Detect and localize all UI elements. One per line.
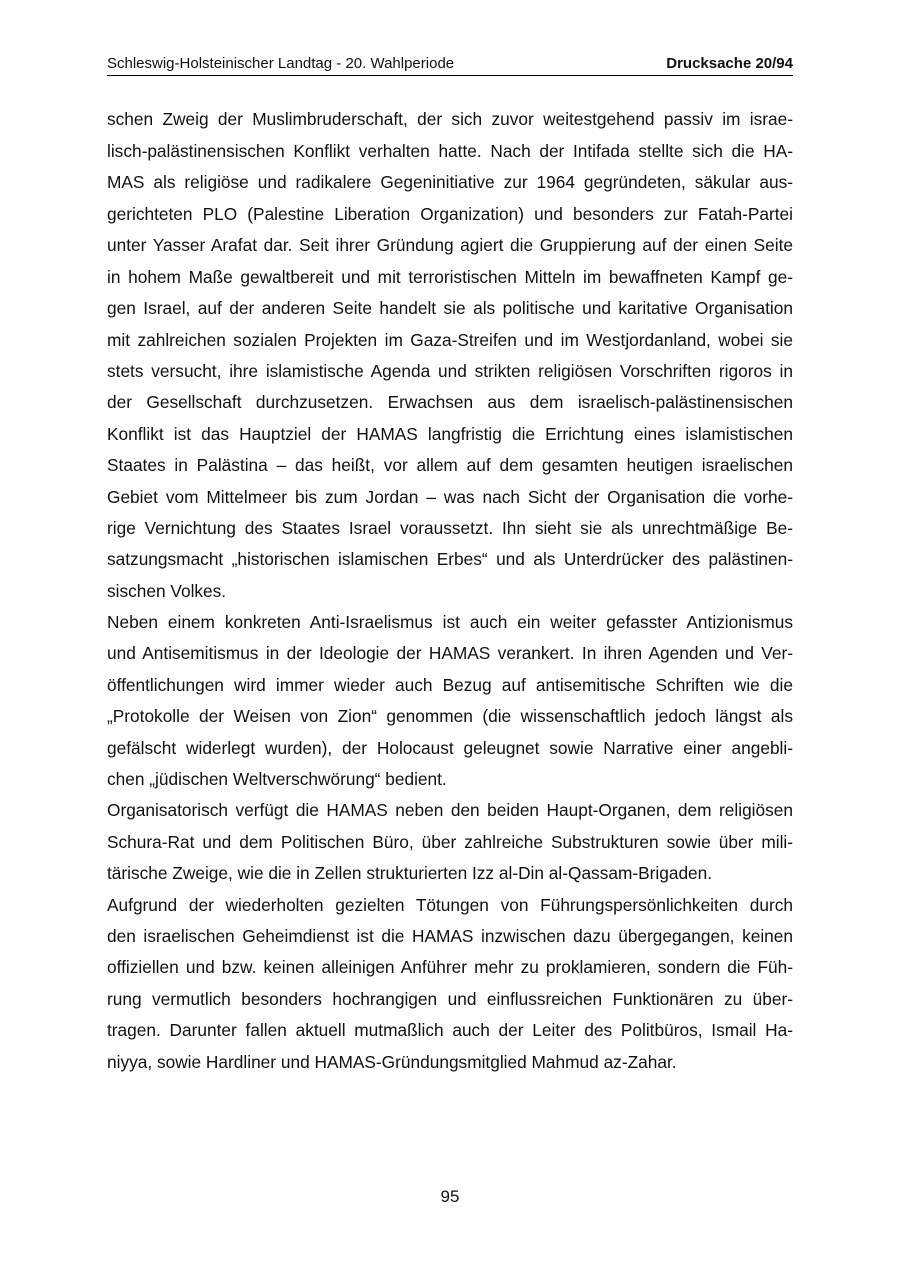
text-line: rige Vernichtung des Staates Israel voraussetzt. Ihn sieht sie als unrechtmäßige Be- [107, 518, 793, 538]
header-title: Schleswig-Holsteinischer Landtag - 20. Wahlperiode [107, 55, 455, 72]
text-line: in hohem Maße gewaltbereit und mit terroristischen Mitteln im bewaffneten Kampf ge- [107, 267, 793, 287]
text-line: öffentlichungen wird immer wieder auch Bezug auf antisemitische Schriften wie die [107, 675, 793, 695]
text-line: Neben einem konkreten Anti-Israelismus ist auch ein weiter gefasster Antizionismus [107, 612, 793, 632]
page-header [107, 54, 793, 76]
text-line: gen Israel, auf der anderen Seite handelt sie als politische und karitative Organisation [107, 298, 793, 318]
text-line: satzungsmacht „historischen islamischen Erbes“ und als Unterdrücker des palästinen- [107, 549, 793, 569]
document-number: Drucksache 20/94 [666, 55, 793, 72]
text-line: MAS als religiöse und radikalere Gegeninitiative zur 1964 gegründeten, säkular aus- [107, 172, 793, 192]
text-line: Organisatorisch verfügt die HAMAS neben den beiden Haupt-Organen, dem religiösen [107, 800, 793, 820]
text-line: tragen. Darunter fallen aktuell mutmaßlich auch der Leiter des Politbüros, Ismail Ha- [107, 1020, 793, 1040]
text-line: mit zahlreichen sozialen Projekten im Gaza-Streifen und im Westjordanland, wobei sie [107, 330, 793, 350]
text-line: gefälscht widerlegt wurden), der Holocaust geleugnet sowie Narrative einer angebli- [107, 738, 793, 758]
text-line: rung vermutlich besonders hochrangigen und einflussreichen Funktionären zu über- [107, 989, 793, 1009]
text-line: tärische Zweige, wie die in Zellen strukturierten Izz al-Din al-Qassam-Brigaden. [107, 863, 713, 883]
page-number: 95 [440, 1187, 460, 1206]
text-line: sischen Volkes. [107, 581, 227, 601]
text-line: Staates in Palästina – das heißt, vor allem auf dem gesamten heutigen israelischen [107, 455, 793, 475]
text-line: den israelischen Geheimdienst ist die HAMAS inzwischen dazu übergegangen, keinen [107, 926, 793, 946]
text-line: Konflikt ist das Hauptziel der HAMAS langfristig die Errichtung eines islamistischen [107, 424, 793, 444]
text-line: der Gesellschaft durchzusetzen. Erwachsen aus dem israelisch-palästinensischen [107, 392, 793, 412]
text-line: und Antisemitismus in der Ideologie der HAMAS verankert. In ihren Agenden und Ver- [107, 643, 793, 663]
text-line: niyya, sowie Hardliner und HAMAS-Gründungsmitglied Mahmud az-Zahar. [107, 1052, 677, 1072]
text-line: stets versucht, ihre islamistische Agenda und strikten religiösen Vorschriften rigoros in [107, 361, 793, 381]
text-line: Aufgrund der wiederholten gezielten Tötungen von Führungspersönlichkeiten durch [107, 895, 793, 915]
text-line: chen „jüdischen Weltverschwörung“ bedient. [107, 769, 447, 789]
text-line: lisch-palästinensischen Konflikt verhalten hatte. Nach der Intifada stellte sich die HA- [107, 141, 793, 161]
text-line: schen Zweig der Muslimbruderschaft, der sich zuvor weitestgehend passiv im israe- [107, 109, 793, 129]
text-line: unter Yasser Arafat dar. Seit ihrer Gründung agiert die Gruppierung auf der einen Seite [107, 235, 793, 255]
text-line: offiziellen und bzw. keinen alleinigen Anführer mehr zu proklamieren, sondern die Füh- [107, 957, 793, 977]
text-line: gerichteten PLO (Palestine Liberation Organization) und besonders zur Fatah-Partei [107, 204, 793, 224]
text-line: „Protokolle der Weisen von Zion“ genommen (die wissenschaftlich jedoch längst als [107, 706, 793, 726]
text-line: Gebiet vom Mittelmeer bis zum Jordan – was nach Sicht der Organisation die vorhe- [107, 487, 793, 507]
text-line: Schura-Rat und dem Politischen Büro, über zahlreiche Substrukturen sowie über mili- [107, 832, 793, 852]
